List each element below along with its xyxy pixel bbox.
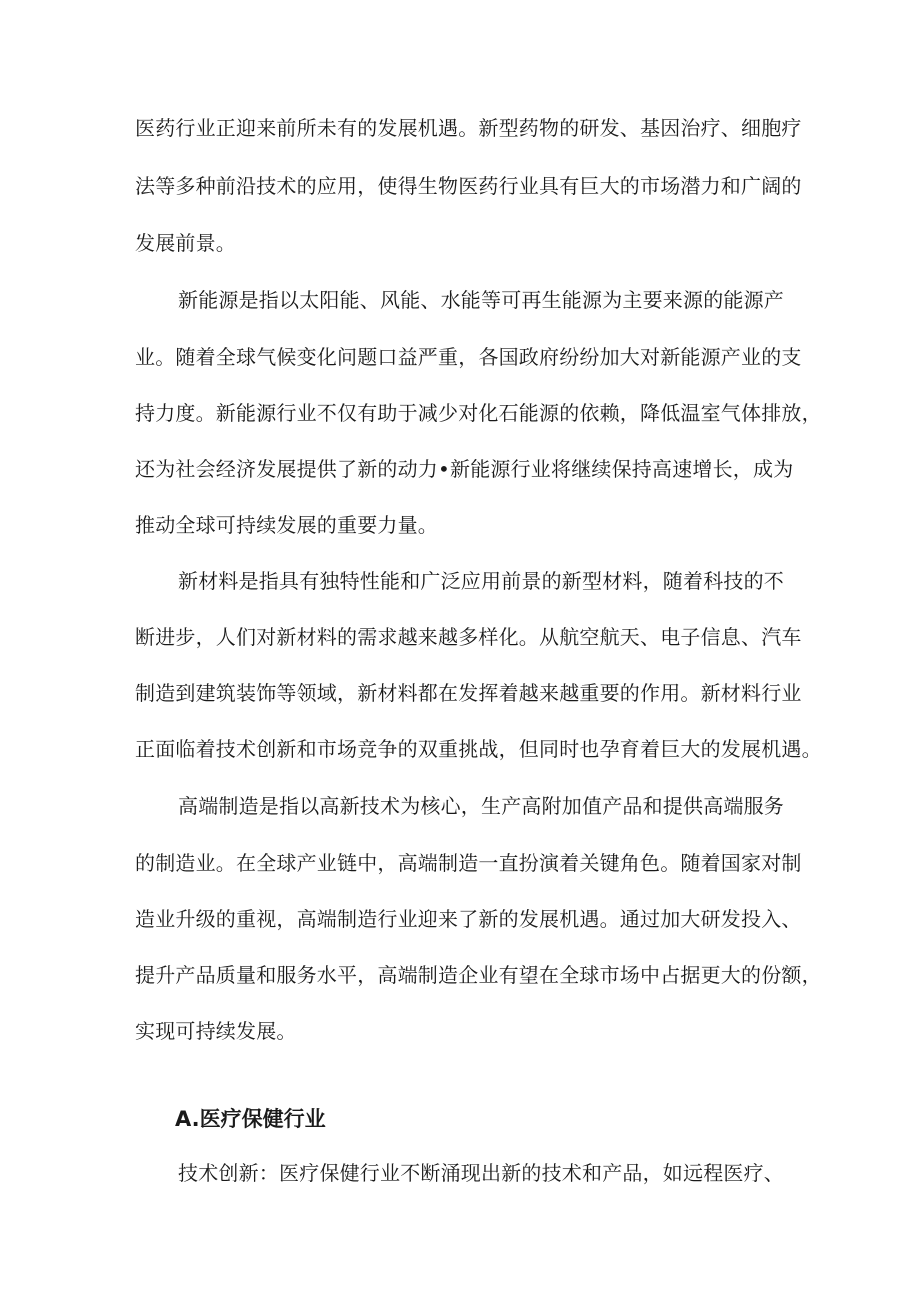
paragraph-3-line-4: 正面临着技术创新和市场竞争的双重挑战，但同时也孕育着巨大的发展机遇。 xyxy=(135,737,822,761)
section-heading: A.医疗保健行业 xyxy=(175,1107,326,1131)
paragraph-3-line-2: 断进步，人们对新材料的需求越来越多样化。从航空航天、电子信息、汽车 xyxy=(135,625,802,649)
paragraph-4-line-2: 的制造业。在全球产业链中，高端制造一直扮演着关键角色。随着国家对制 xyxy=(135,851,802,875)
paragraph-3-line-3: 制造到建筑装饰等领域，新材料都在发挥着越来越重要的作用。新材料行业 xyxy=(135,681,802,705)
paragraph-2-line-2: 业。随着全球气候变化问题口益严重，各国政府纷纷加大对新能源产业的支 xyxy=(135,345,802,369)
paragraph-2-line-3: 持力度。新能源行业不仅有助于减少对化石能源的依赖，降低温室气体排放， xyxy=(135,401,822,425)
paragraph-1-line-1: 医药行业正迎来前所未有的发展机遇。新型药物的研发、基因治疗、细胞疗 xyxy=(135,116,802,140)
paragraph-2-line-1: 新能源是指以太阳能、风能、水能等可再生能源为主要来源的能源产 xyxy=(178,288,784,312)
paragraph-4-line-3: 造业升级的重视，高端制造行业迎来了新的发展机遇。通过加大研发投入、 xyxy=(135,907,802,931)
paragraph-1-line-2: 法等多种前沿技术的应用，使得生物医药行业具有巨大的市场潜力和广阔的 xyxy=(135,174,802,198)
paragraph-3-line-1: 新材料是指具有独特性能和广泛应用前景的新型材料，随着科技的不 xyxy=(178,569,784,593)
paragraph-2-line-4: 还为社会经济发展提供了新的动力•新能源行业将继续保持高速增长，成为 xyxy=(135,457,794,481)
paragraph-5-line-1: 技术创新：医疗保健行业不断涌现出新的技术和产品，如远程医疗、 xyxy=(178,1161,784,1185)
paragraph-4-line-4: 提升产品质量和服务水平，高端制造企业有望在全球市场中占据更大的份额， xyxy=(135,963,822,987)
paragraph-2-line-5: 推动全球可持续发展的重要力量。 xyxy=(135,513,438,537)
paragraph-1-line-3: 发展前景。 xyxy=(135,231,236,255)
paragraph-4-line-1: 高端制造是指以高新技术为核心，生产高附加值产品和提供高端服务 xyxy=(178,794,784,818)
paragraph-4-line-5: 实现可持续发展。 xyxy=(135,1019,297,1043)
